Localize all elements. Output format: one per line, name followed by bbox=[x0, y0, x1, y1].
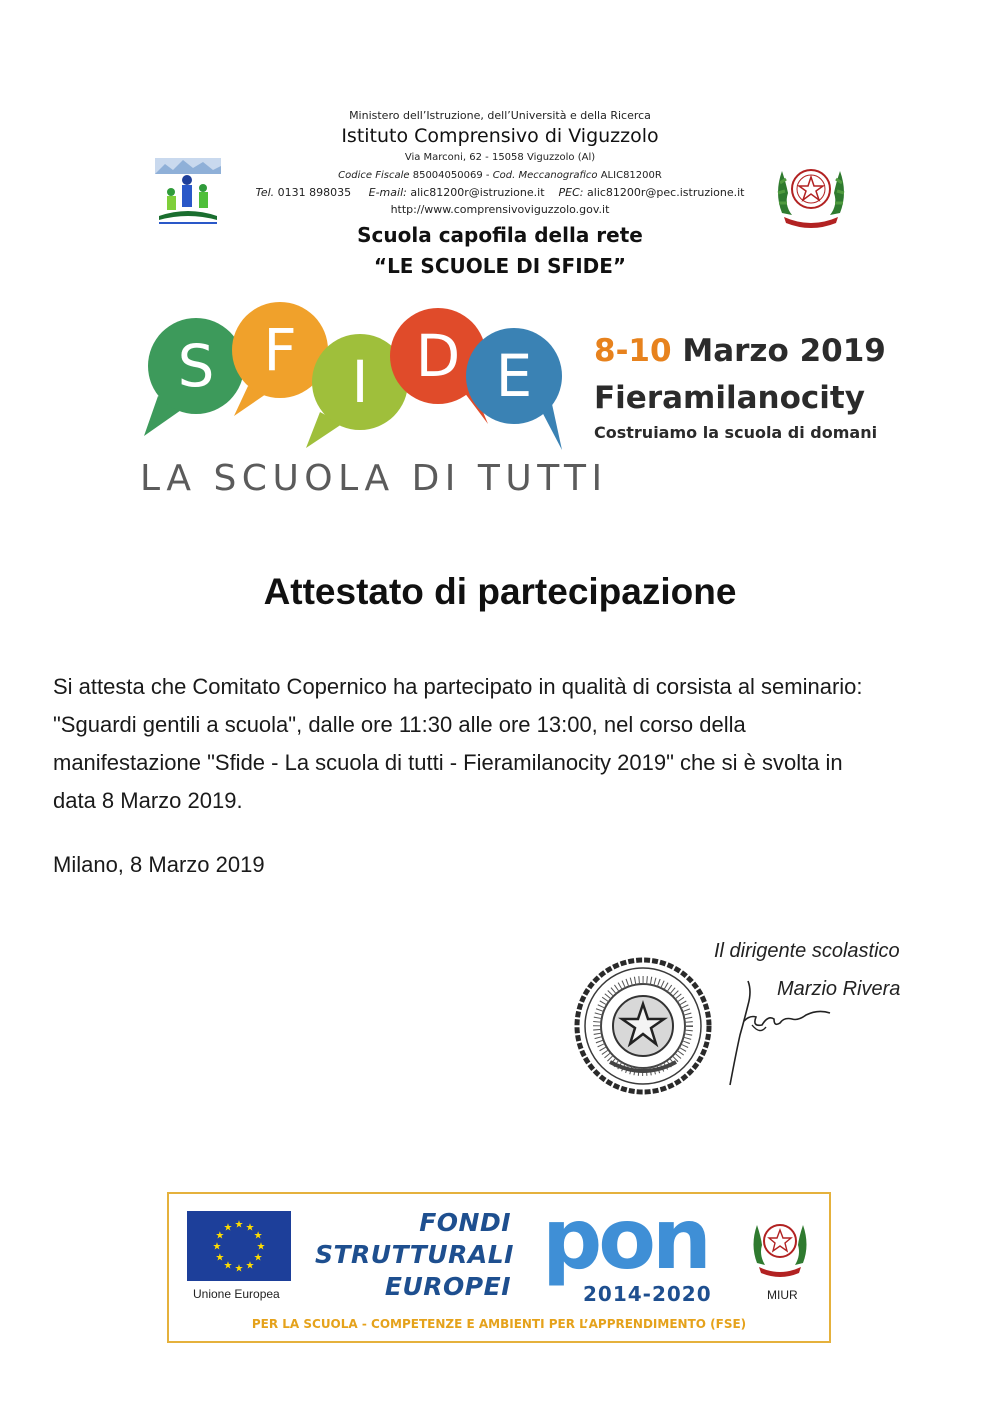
eu-star-icon: ★ bbox=[253, 1230, 263, 1242]
fiscal-line: Codice Fiscale 85004050069 - Cod. Meccanografico ALIC81200R bbox=[338, 170, 662, 181]
pon-years: 2014-2020 bbox=[583, 1282, 712, 1306]
network-line-2: “LE SCUOLE DI SFIDE” bbox=[373, 254, 627, 278]
tel-number: 0131 898035 bbox=[277, 186, 352, 199]
event-motto: Costruiamo la scuola di domani bbox=[594, 423, 878, 442]
school-address: Via Marconi, 62 - 15058 Viguzzolo (Al) bbox=[404, 152, 596, 163]
fondi-line-3: EUROPEI bbox=[384, 1272, 511, 1301]
fiscal-code: 85004050069 bbox=[412, 170, 483, 181]
pon-footer: PER LA SCUOLA - COMPETENZE E AMBIENTI PER L’APPRENDIMENTO (FSE) bbox=[251, 1317, 747, 1331]
eu-star-icon: ★ bbox=[245, 1260, 255, 1272]
sfide-letter: E bbox=[495, 342, 533, 410]
signer-role: Il dirigente scolastico bbox=[714, 940, 900, 962]
school-name: Istituto Comprensivo di Viguzzolo bbox=[341, 125, 659, 147]
school-stamp bbox=[570, 952, 720, 1102]
email-label: E-mail: bbox=[368, 186, 407, 199]
website-link[interactable]: http://www.comprensivoviguzzolo.gov.it bbox=[390, 203, 610, 216]
eu-star-icon: ★ bbox=[256, 1241, 266, 1253]
pon-logo-text: pon bbox=[542, 1206, 708, 1286]
sfide-logo bbox=[138, 300, 570, 460]
fondi-line-2: STRUTTURALI bbox=[315, 1240, 514, 1269]
event-date-month: Marzo 2019 bbox=[682, 333, 886, 369]
mecc-code: ALIC81200R bbox=[600, 170, 662, 181]
eu-star-icon: ★ bbox=[234, 1219, 244, 1231]
eu-star-icon: ★ bbox=[245, 1222, 255, 1234]
event-date-days: 8-10 bbox=[594, 333, 672, 369]
eu-star-icon: ★ bbox=[234, 1263, 244, 1275]
certificate-title: Attestato di partecipazione bbox=[263, 571, 737, 612]
pec-address[interactable]: alic81200r@pec.istruzione.it bbox=[587, 186, 745, 199]
certificate-text bbox=[53, 668, 953, 820]
miur-label: MIUR bbox=[767, 1288, 798, 1302]
sfide-letter: F bbox=[263, 316, 297, 384]
place-date: Milano, 8 Marzo 2019 bbox=[53, 852, 265, 877]
sfide-letter: S bbox=[177, 332, 215, 400]
event-date bbox=[594, 333, 886, 369]
eu-star-icon: ★ bbox=[212, 1241, 222, 1253]
fondi-line-1: FONDI bbox=[419, 1208, 511, 1237]
sfide-letter: I bbox=[351, 348, 369, 416]
certificate-text-line: manifestazione "Sfide - La scuola di tutti - Fieramilanocity 2019" che si è svolta in bbox=[53, 750, 843, 775]
network-line-1: Scuola capofila della rete bbox=[357, 223, 643, 247]
sfide-tagline: LA SCUOLA DI TUTTI bbox=[140, 458, 608, 499]
tel-label: Tel. bbox=[255, 186, 275, 199]
certificate-text-line: data 8 Marzo 2019. bbox=[53, 788, 243, 813]
eu-label: Unione Europea bbox=[193, 1287, 280, 1301]
contacts-line bbox=[0, 186, 1000, 199]
pec-label: PEC: bbox=[558, 186, 584, 199]
certificate-text-line: Si attesta che Comitato Copernico ha partecipato in qualità di corsista al seminario: bbox=[53, 674, 863, 699]
eu-star-icon: ★ bbox=[253, 1252, 263, 1264]
eu-star-icon: ★ bbox=[223, 1260, 233, 1272]
eu-star-icon: ★ bbox=[215, 1252, 225, 1264]
signer-name: Marzio Rivera bbox=[777, 978, 901, 1000]
event-place: Fieramilanocity bbox=[594, 380, 865, 416]
miur-emblem-icon bbox=[749, 1211, 811, 1279]
fiscal-label: Codice Fiscale bbox=[338, 170, 410, 181]
eu-star-icon: ★ bbox=[223, 1222, 233, 1234]
sfide-letter: D bbox=[415, 322, 461, 390]
email-address[interactable]: alic81200r@istruzione.it bbox=[410, 186, 545, 199]
handwritten-signature bbox=[722, 975, 837, 1090]
certificate-text-line: "Sguardi gentili a scuola", dalle ore 11:30 alle ore 13:00, nel corso della bbox=[53, 712, 746, 737]
eu-star-icon: ★ bbox=[215, 1230, 225, 1242]
eu-flag-icon bbox=[187, 1211, 291, 1281]
ministry-line: Ministero dell’Istruzione, dell’Università e della Ricerca bbox=[349, 109, 651, 122]
pon-logo bbox=[537, 1206, 713, 1286]
mecc-label: Cod. Meccanografico bbox=[492, 170, 598, 181]
republic-emblem-icon bbox=[772, 153, 850, 231]
